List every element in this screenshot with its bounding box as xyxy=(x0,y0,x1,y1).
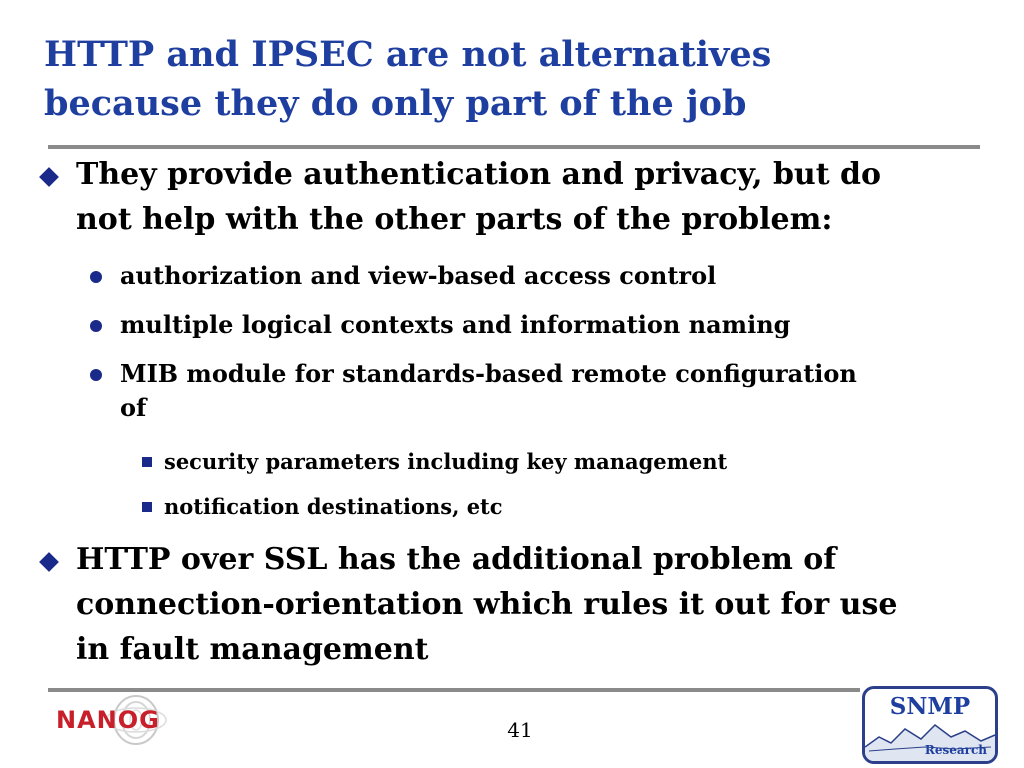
sub-item-2: multiple logical contexts and information naming xyxy=(120,310,791,339)
snmp-logo-text: SNMP xyxy=(889,693,971,720)
bullet-item-2-line-2: connection-orientation which rules it out for use xyxy=(76,587,898,622)
bullet-item-2 xyxy=(76,537,897,672)
sub-item-3-line-2: of xyxy=(120,393,147,422)
page-number: 41 xyxy=(507,718,533,742)
sub-item-1: authorization and view-based access control xyxy=(120,261,717,290)
diamond-bullet-icon xyxy=(39,552,59,572)
subsub-item-1: security parameters including key management xyxy=(164,449,728,474)
square-bullet-icon xyxy=(142,457,152,467)
title-line-2: because they do only part of the job xyxy=(44,83,747,124)
bullet-item-2-line-3: in fault management xyxy=(76,632,429,667)
dot-bullet-icon xyxy=(90,320,102,332)
bullet-item-2-line-1: HTTP over SSL has the additional problem of xyxy=(76,542,837,577)
snmp-research-logo xyxy=(862,686,998,764)
nanog-logo xyxy=(56,692,206,752)
square-bullet-icon xyxy=(142,502,152,512)
subsub-item-2: notification destinations, etc xyxy=(164,494,503,519)
diamond-bullet-icon xyxy=(39,167,59,187)
bullet-item-1-line-2: not help with the other parts of the problem: xyxy=(76,202,833,237)
dot-bullet-icon xyxy=(90,271,102,283)
title-line-1: HTTP and IPSEC are not alternatives xyxy=(44,34,772,75)
sub-item-3 xyxy=(120,357,857,425)
dot-bullet-icon xyxy=(90,369,102,381)
snmp-logo-subtext: Research xyxy=(924,743,987,757)
bullet-item-1-line-1: They provide authentication and privacy, but do xyxy=(76,157,882,192)
nanog-logo-text: NANOG xyxy=(56,706,160,734)
bullet-item-1 xyxy=(76,152,881,242)
sub-item-3-line-1: MIB module for standards-based remote configuration xyxy=(120,359,857,388)
